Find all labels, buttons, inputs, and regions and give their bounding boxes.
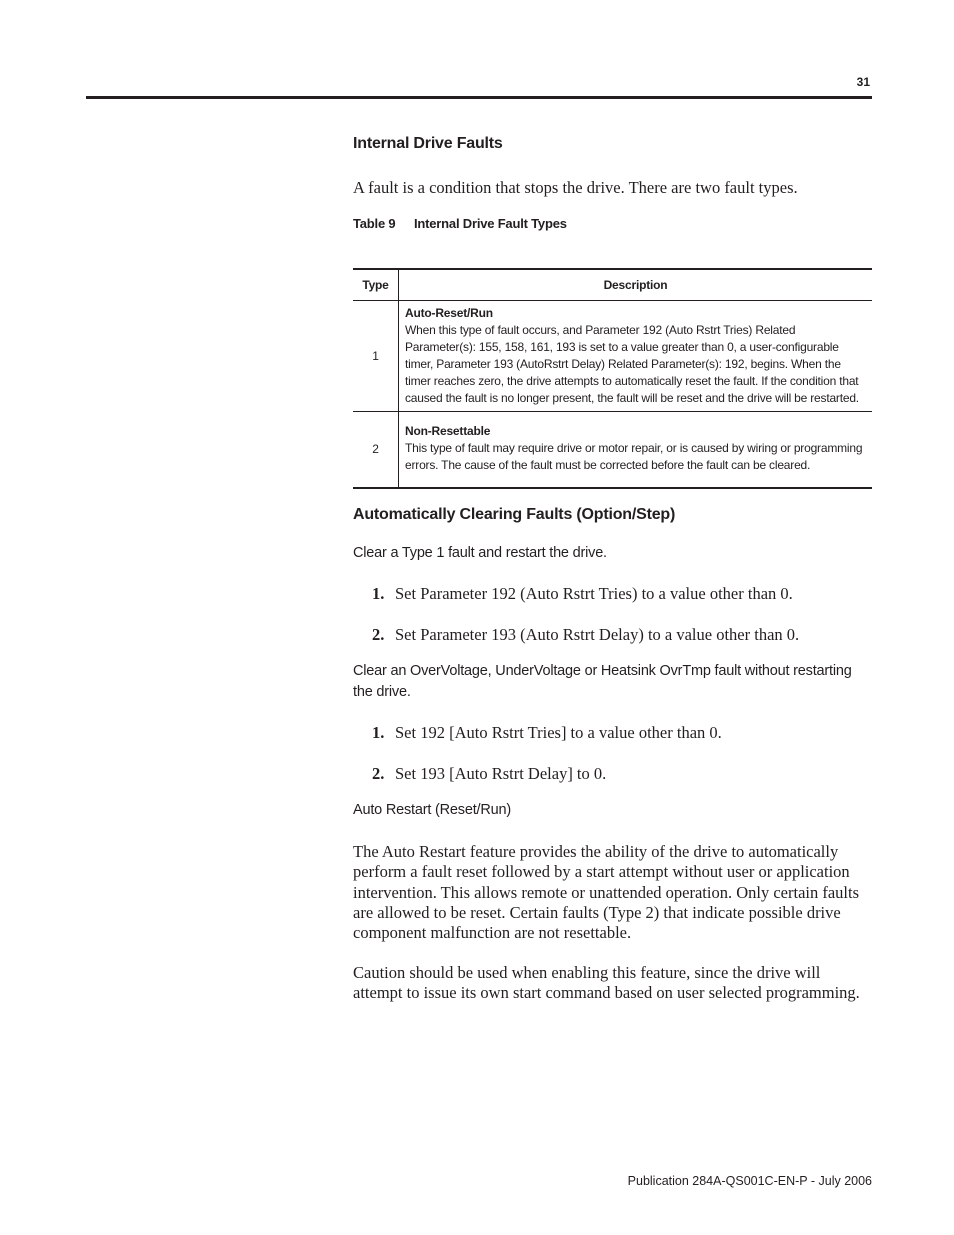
header-rule xyxy=(86,96,872,99)
column-header-type: Type xyxy=(353,269,399,301)
step-number: 2. xyxy=(372,625,385,644)
step-text: Set 192 [Auto Rstrt Tries] to a value other than 0. xyxy=(395,723,722,742)
publication-footer: Publication 284A-QS001C-EN-P - July 2006 xyxy=(627,1174,872,1188)
fault-description-cell xyxy=(399,301,873,412)
step-text: Set Parameter 193 (Auto Rstrt Delay) to a value other than 0. xyxy=(395,625,800,644)
fault-types-table xyxy=(353,268,872,489)
fault-type-cell: 1 xyxy=(353,301,399,412)
procedure1-step-2 xyxy=(372,625,799,645)
fault-type-title: Non-Resettable xyxy=(405,424,491,439)
table-title: Internal Drive Fault Types xyxy=(414,216,567,231)
step-number: 2. xyxy=(372,764,385,783)
auto-restart-paragraph-2: Caution should be used when enabling this feature, since the drive will attempt to issue its own start command based on user selected programming. xyxy=(353,963,860,1003)
fault-type-text: This type of fault may require drive or motor repair, or is caused by wiring or programming errors. The cause of the fault must be corrected before the fault can be cleared. xyxy=(405,441,863,473)
column-header-description: Description xyxy=(399,269,873,301)
heading-internal-drive-faults: Internal Drive Faults xyxy=(353,135,503,152)
auto-restart-paragraph-1: The Auto Restart feature provides the ability of the drive to automatically perform a fault reset followed by a start attempt without user or application intervention. This allows remote or unattended operation. Only certain faults are allowed to be reset. Certain faults (Type 2) that indicate possible drive component malfunction are not resettable. xyxy=(353,842,860,943)
step-text: Set 193 [Auto Rstrt Delay] to 0. xyxy=(395,764,607,783)
fault-type-cell: 2 xyxy=(353,412,399,488)
table-row xyxy=(353,412,872,488)
procedure1-step-1 xyxy=(372,584,793,604)
fault-type-title: Auto-Reset/Run xyxy=(405,305,493,320)
fault-type-text: When this type of fault occurs, and Parameter 192 (Auto Rstrt Tries) Related Parameter(s): 155, 158, 161, 193 is set to a value greater than 0, a user-configurable timer, Parameter 193 (AutoRstrt Delay) Related Parameter(s): 192, begins. When the timer reaches zero, the drive attempts to automatically reset the fault. If the condition that caused the fault is no longer present, the fault will be reset and the drive will be restarted. xyxy=(405,322,859,405)
step-text: Set Parameter 192 (Auto Rstrt Tries) to a value other than 0. xyxy=(395,584,793,603)
intro-paragraph: A fault is a condition that stops the drive. There are two fault types. xyxy=(353,178,798,197)
procedure2-step-2 xyxy=(372,764,606,784)
table-label: Table 9 xyxy=(353,216,396,231)
heading-auto-restart: Auto Restart (Reset/Run) xyxy=(353,802,511,818)
step-number: 1. xyxy=(372,584,385,603)
heading-auto-clearing-faults: Automatically Clearing Faults (Option/Step) xyxy=(353,506,676,523)
page-number: 31 xyxy=(856,75,870,89)
step-number: 1. xyxy=(372,723,385,742)
table-row xyxy=(353,301,872,412)
table-caption xyxy=(353,216,567,231)
procedure2-step-1 xyxy=(372,723,722,743)
table-header-row xyxy=(353,269,872,301)
fault-description-cell xyxy=(399,412,873,488)
procedure2-intro: Clear an OverVoltage, UnderVoltage or Heatsink OvrTmp fault without restarting the drive. xyxy=(353,663,852,700)
procedure1-intro: Clear a Type 1 fault and restart the drive. xyxy=(353,545,607,561)
